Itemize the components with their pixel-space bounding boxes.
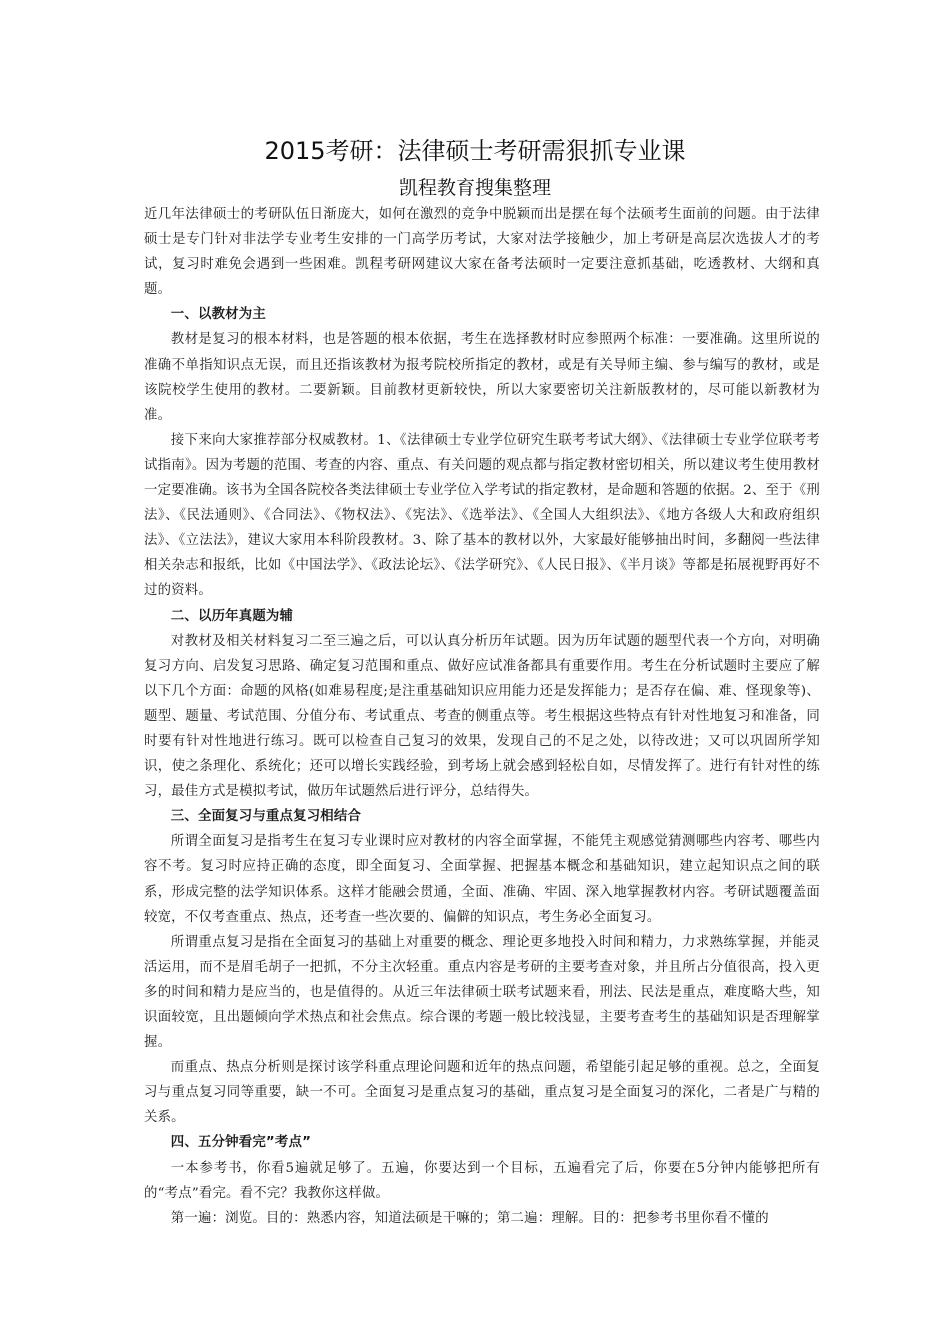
section-4-paragraph-1: 一本参考书，你看5遍就足够了。五遍，你要达到一个目标，五遍看完了后，你要在5分钟内能够把所有的“考点”看完。看不完？我教你这样做。: [144, 1160, 820, 1201]
section-2-paragraph-1: 对教材及相关材料复习二至三遍之后，可以认真分析历年试题。因为历年试题的题型代表一个方向，对明确复习方向、启发复习思路、确定复习范围和重点、做好应试准备都具有重要作用。考生在分析试题时主要应了解以下几个方面：命题的风格(如难易程度;是注重基础知识应用能力还是发挥能力；是否存在偏、难、怪现象等)、题型、题量、考试范围、分值分布、考试重点、考查的侧重点等。考生根据这些特点有针对性地复习和准备，同时要有针对性地进行练习。既可以检查自己复习的效果，发现自己的不足之处，以待改进；又可以巩固所学知识，使之条理化、系统化；还可以增长实践经验，到考场上就会感到轻松自如，尽情发挥了。进行有针对性的练习，最佳方式是模拟考试，做历年试题然后进行评分，总结得失。: [144, 633, 820, 800]
section-4-paragraph-2: 第一遍：浏览。目的：熟悉内容，知道法硕是干嘛的；第二遍：理解。目的：把参考书里你看不懂的: [170, 1210, 769, 1226]
section-heading-2: 二、以历年真题为辅: [170, 608, 294, 624]
section-3-paragraph-1: 所谓全面复习是指考生在复习专业课时应对教材的内容全面掌握，不能凭主观感觉猜测哪些内容考、哪些内容不考。复习时应持正确的态度，即全面复习、全面掌握、把握基本概念和基础知识，建立起知识点之间的联系，形成完整的法学知识体系。这样才能融会贯通，全面、准确、牢固、深入地掌握教材内容。考研试题覆盖面较宽，不仅考查重点、热点，还考查一些次要的、偏僻的知识点，考生务必全面复习。: [144, 834, 820, 925]
document-title: 2015考研：法律硕士考研需狠抓专业课: [264, 137, 686, 165]
document-body: [144, 202, 820, 1231]
section-3-paragraph-2: 所谓重点复习是指在全面复习的基础上对重要的概念、理论更多地投入时间和精力，力求熟练掌握，并能灵活运用，而不是眉毛胡子一把抓，不分主次轻重。重点内容是考研的主要考查对象，并且所占分值很高，投入更多的时间和精力是应当的，也是值得的。从近三年法律硕士联考试题来看，刑法、民法是重点，难度略大些，知识面较宽，且出题倾向学术热点和社会焦点。综合课的考题一般比较浅显，主要考查考生的基础知识是否理解掌握。: [144, 934, 820, 1051]
section-heading-3: 三、全面复习与重点复习相结合: [170, 809, 362, 825]
section-heading-4: 四、五分钟看完”考点”: [170, 1135, 312, 1151]
section-1-paragraph-1: 教材是复习的根本材料，也是答题的根本依据，考生在选择教材时应参照两个标准：一要准确。这里所说的准确不单指知识点无误，而且还指该教材为报考院校所指定的教材，或是有关导师主编、参与编写的教材，或是该院校学生使用的教材。二要新颖。目前教材更新较快，所以大家要密切关注新版教材的，尽可能以新教材为准。: [144, 332, 820, 423]
section-3-paragraph-3: 而重点、热点分析则是探讨该学科重点理论问题和近年的热点问题，希望能引起足够的重视。总之，全面复习与重点复习同等重要，缺一不可。全面复习是重点复习的基础，重点复习是全面复习的深化，二者是广与精的关系。: [144, 1060, 820, 1126]
intro-paragraph: 近几年法律硕士的考研队伍日渐庞大，如何在激烈的竞争中脱颖而出是摆在每个法硕考生面前的问题。由于法律硕士是专门针对非法学专业考生安排的一门高学历考试，大家对法学接触少，加上考研是高层次选拔人才的考试，复习时难免会遇到一些困难。凯程考研网建议大家在备考法硕时一定要注意抓基础，吃透教材、大纲和真题。: [144, 207, 820, 298]
section-1-paragraph-2: 接下来向大家推荐部分权威教材。1、《法律硕士专业学位研究生联考考试大纲》、《法律硕士专业学位联考考试指南》。因为考题的范围、考查的内容、重点、有关问题的观点都与指定教材密切相关，所以建议考生使用教材一定要准确。该书为全国各院校各类法律硕士专业学位入学考试的指定教材，是命题和答题的依据。2、至于《刑法》、《民法通则》、《合同法》、《物权法》、《宪法》、《选举法》、《全国人大组织法》、《地方各级人大和政府组织法》、《立法法》，建议大家用本科阶段教材。3、除了基本的教材以外，大家最好能够抽出时间，多翻阅一些法律相关杂志和报纸，比如《中国法学》、《政法论坛》、《法学研究》、《人民日报》、《半月谈》等都是拓展视野再好不过的资料。: [144, 432, 820, 599]
document-subtitle: 凯程教育搜集整理: [398, 177, 551, 199]
section-heading-1: 一、以教材为主: [170, 307, 266, 323]
